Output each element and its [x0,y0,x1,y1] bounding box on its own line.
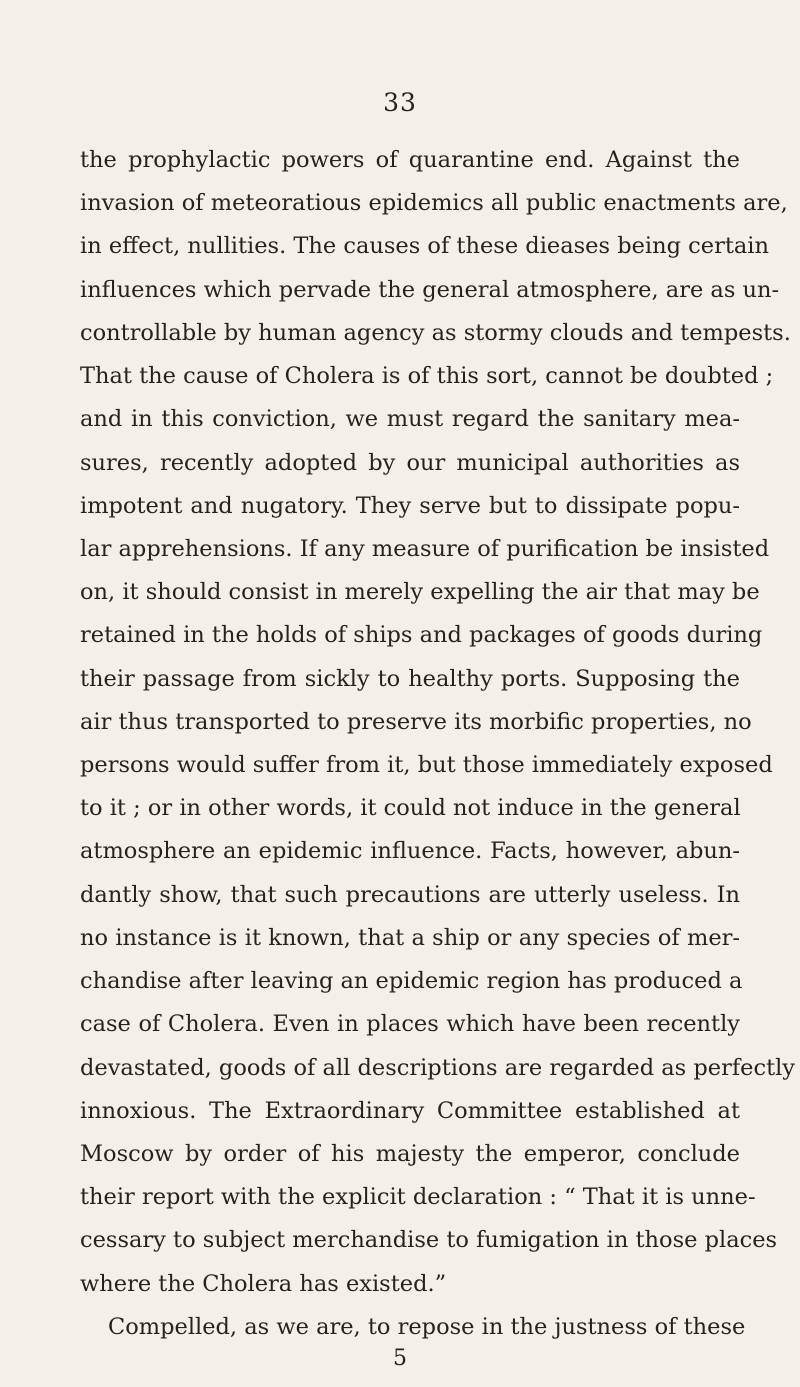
text-line: impotent and nugatory. They serve but to dissipate popu- [80,492,740,519]
text-line: their passage from sickly to healthy ports. Supposing the [80,665,740,692]
text-line: retained in the holds of ships and packages of goods during [80,622,763,649]
text-line: influences which pervade the general atmosphere, are as un- [80,276,780,303]
text-line: atmosphere an epidemic influence. Facts, however, abun- [80,838,740,865]
text-line: devastated, goods of all descriptions are regarded as perfectly [80,1054,796,1081]
text-line: on, it should consist in merely expelling the air that may be [80,579,760,606]
text-line: air thus transported to preserve its morbific properties, no [80,708,752,735]
page-number: 33 [383,88,417,117]
text-line: chandise after leaving an epidemic region has produced a [80,968,743,995]
text-line: persons would suffer from it, but those immediately exposed [80,752,773,778]
text-line: lar apprehensions. If any measure of purification be insisted [80,535,770,562]
text-line: case of Cholera. Even in places which have been recently [80,1011,740,1038]
text-line: their report with the explicit declaration : “ That it is unne- [80,1184,756,1211]
text-line: sures, recently adopted by our municipal authorities as [80,449,740,476]
text-line: Moscow by order of his majesty the emperor, conclude [80,1140,740,1167]
text-line: cessary to subject merchandise to fumigation in those places [80,1227,778,1254]
text-line: That the cause of Cholera is of this sort, cannot be doubted ; [80,363,774,390]
text-line: Compelled, as we are, to repose in the justness of these [108,1313,746,1340]
text-line: no instance is it known, that a ship or any species of mer- [80,924,740,951]
text-line: to it ; or in other words, it could not induce in the general [80,795,741,822]
signature-mark: 5 [393,1346,407,1371]
text-line: dantly show, that such precautions are utterly useless. In [80,881,740,908]
text-line: where the Cholera has existed.” [80,1270,447,1297]
text-line: controllable by human agency as stormy clouds and tempests. [80,319,791,346]
text-line: invasion of meteoratious epidemics all public enactments are, [80,190,788,217]
text-line: innoxious. The Extraordinary Committee established at [80,1097,740,1124]
text-line: the prophylactic powers of quarantine end. Against the [80,147,740,173]
text-line: and in this conviction, we must regard the sanitary mea- [80,406,740,433]
text-line: in effect, nullities. The causes of these dieases being certain [80,233,769,260]
